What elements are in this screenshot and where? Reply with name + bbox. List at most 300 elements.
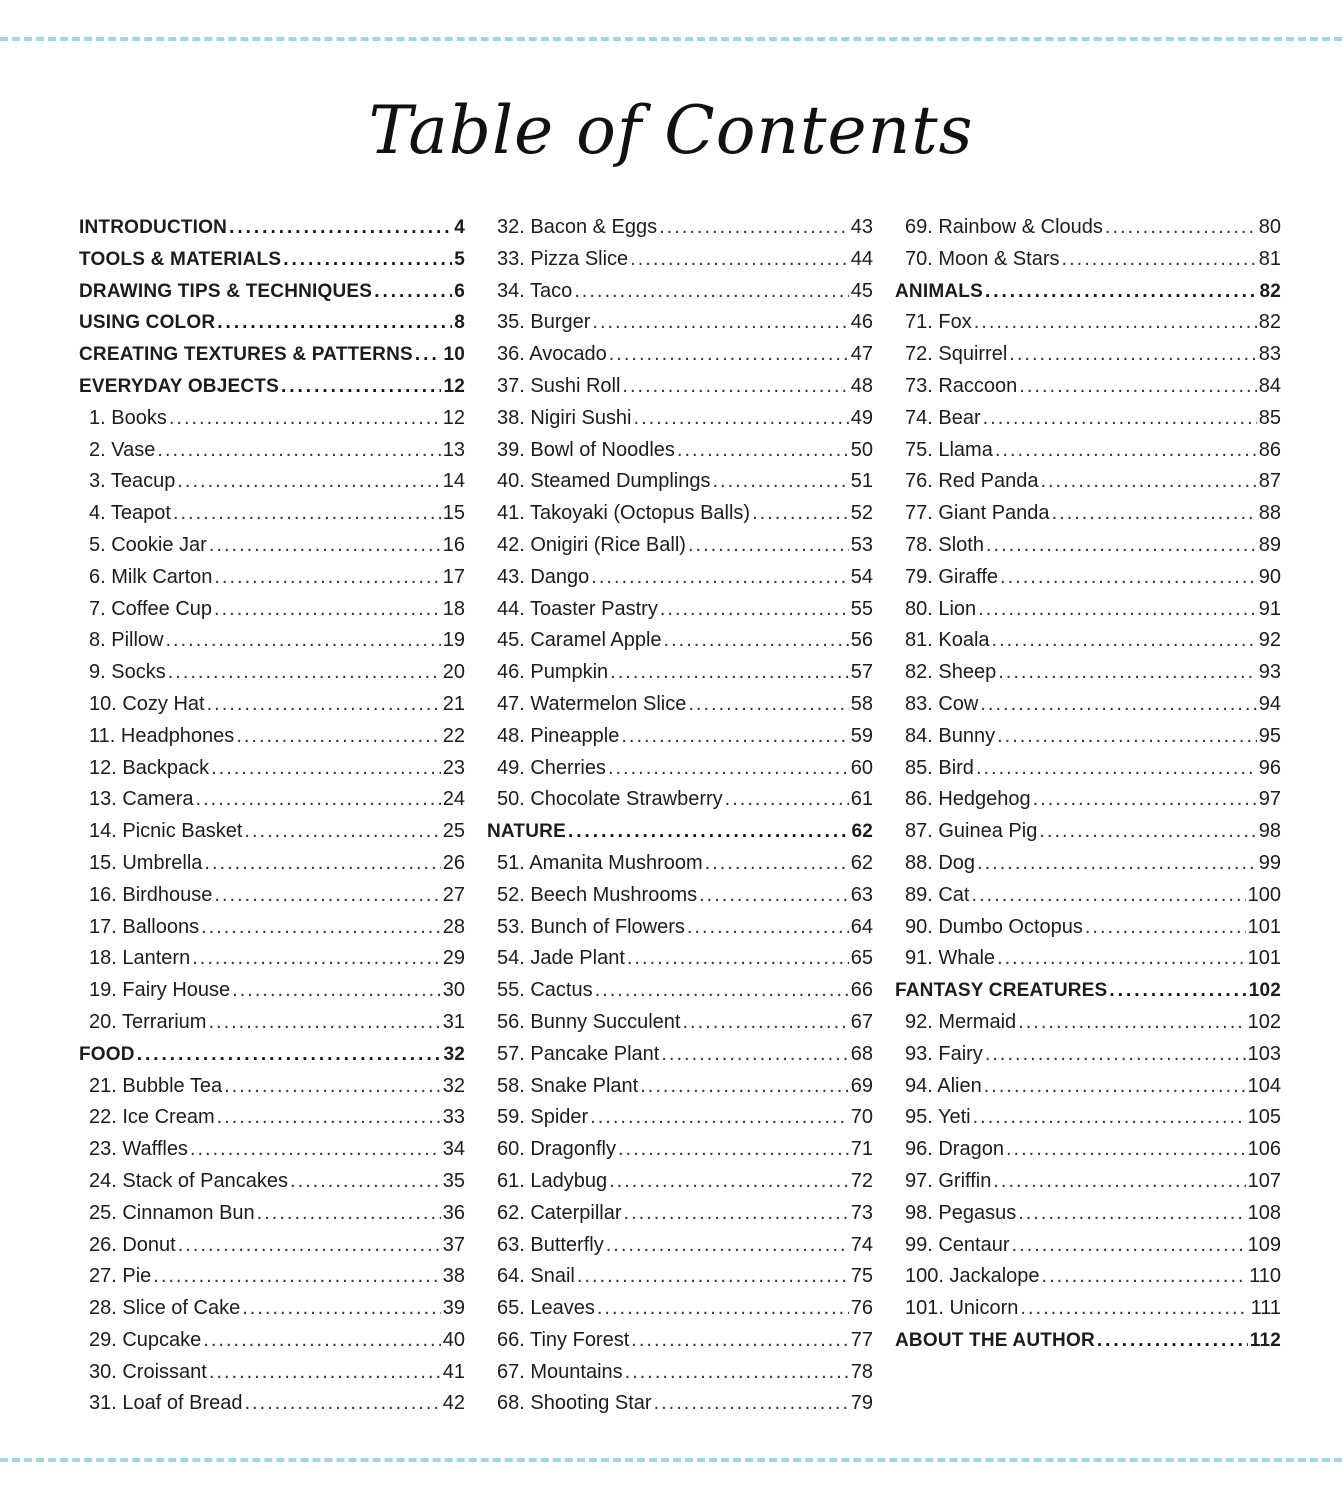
dot-leader [1105, 212, 1257, 244]
toc-page-number: 12 [442, 406, 465, 429]
dot-leader [203, 1325, 440, 1357]
toc-entry [487, 371, 873, 403]
page-title: Table of Contents [368, 92, 974, 169]
toc-entry [487, 689, 873, 721]
toc-entry [895, 1166, 1281, 1198]
dot-leader [577, 1261, 849, 1293]
dot-leader [974, 307, 1257, 339]
dot-leader [985, 276, 1258, 308]
toc-entry-title: 48. Pineapple [497, 724, 620, 747]
dot-leader [1109, 975, 1246, 1007]
toc-entry [79, 975, 465, 1007]
toc-entry-title: 35. Burger [497, 311, 591, 334]
toc-entry-title: 51. Amanita Mushroom [497, 851, 703, 874]
toc-page-number: 106 [1247, 1138, 1281, 1161]
toc-entry-title: 42. Onigiri (Rice Ball) [497, 533, 686, 556]
toc-section-heading [79, 307, 465, 339]
dot-leader [992, 625, 1257, 657]
toc-page-number: 65 [850, 947, 873, 970]
toc-entry [79, 1166, 465, 1198]
dot-leader [1052, 498, 1257, 530]
toc-entry-title: 41. Takoyaki (Octopus Balls) [497, 502, 751, 525]
toc-entry [895, 1198, 1281, 1230]
toc-section-heading [79, 244, 465, 276]
toc-entry-title: 5. Cookie Jar [89, 533, 207, 556]
toc-entry [895, 784, 1281, 816]
toc-entry-title: 72. Squirrel [905, 343, 1008, 366]
toc-entry [79, 1388, 465, 1420]
dot-leader [1006, 1134, 1246, 1166]
toc-entry-title: 78. Sloth [905, 533, 984, 556]
toc-entry-title: 75. Llama [905, 438, 993, 461]
dot-leader [157, 435, 440, 467]
toc-entry [895, 1039, 1281, 1071]
toc-entry [895, 339, 1281, 371]
toc-entry-title: 33. Pizza Slice [497, 247, 629, 270]
toc-entry [895, 689, 1281, 721]
toc-entry [487, 753, 873, 785]
toc-entry [79, 943, 465, 975]
toc-entry-title: 80. Lion [905, 597, 977, 620]
toc-column-1 [79, 212, 465, 1420]
dot-leader [973, 1102, 1246, 1134]
toc-entry [487, 1261, 873, 1293]
dot-leader [190, 1134, 441, 1166]
toc-entry-title: ABOUT THE AUTHOR [895, 1329, 1095, 1351]
dot-leader [634, 403, 849, 435]
toc-entry-title: DRAWING TIPS & TECHNIQUES [79, 280, 373, 302]
toc-entry-title: 38. Nigiri Sushi [497, 406, 632, 429]
toc-column-3 [895, 212, 1281, 1357]
toc-entry [487, 912, 873, 944]
toc-page-number: 6 [454, 280, 465, 302]
dot-leader [998, 657, 1257, 689]
toc-entry [79, 721, 465, 753]
toc-page-number: 38 [442, 1265, 465, 1288]
toc-page-number: 28 [442, 915, 465, 938]
toc-page-number: 99 [1258, 851, 1281, 874]
dot-leader [980, 689, 1256, 721]
dot-leader [196, 784, 441, 816]
dot-leader [1033, 784, 1257, 816]
toc-entry-title: 22. Ice Cream [89, 1106, 215, 1129]
toc-entry-title: 73. Raccoon [905, 374, 1018, 397]
toc-page-number: 44 [850, 247, 873, 270]
toc-page-number: 19 [442, 629, 465, 652]
toc-page-number: 74 [850, 1233, 873, 1256]
dot-leader [752, 498, 849, 530]
toc-page-number: 26 [442, 851, 465, 874]
dot-leader [214, 594, 441, 626]
toc-page-number: 42 [442, 1392, 465, 1415]
toc-page-number: 30 [442, 979, 465, 1002]
toc-page-number: 97 [1258, 788, 1281, 811]
toc-entry-title: 23. Waffles [89, 1138, 188, 1161]
toc-section-heading [79, 1039, 465, 1071]
toc-page-number: 93 [1258, 661, 1281, 684]
dot-leader [281, 371, 441, 403]
dot-leader [986, 530, 1257, 562]
dot-leader [630, 244, 849, 276]
toc-entry [487, 1134, 873, 1166]
toc-entry [79, 657, 465, 689]
toc-page-number: 39 [442, 1297, 465, 1320]
toc-entry [79, 562, 465, 594]
toc-entry [79, 1230, 465, 1262]
dot-leader [1062, 244, 1257, 276]
dot-leader [682, 1007, 848, 1039]
toc-entry-title: 46. Pumpkin [497, 661, 609, 684]
toc-page-number: 108 [1247, 1201, 1281, 1224]
toc-page-number: 66 [850, 979, 873, 1002]
dot-leader [622, 371, 848, 403]
toc-entry-title: 93. Fairy [905, 1042, 983, 1065]
toc-page-number: 31 [442, 1010, 465, 1033]
toc-entry [487, 212, 873, 244]
toc-entry [79, 880, 465, 912]
toc-page-number: 82 [1258, 311, 1281, 334]
dot-leader [574, 276, 849, 308]
dot-leader [236, 721, 440, 753]
toc-entry [79, 625, 465, 657]
toc-entry [895, 753, 1281, 785]
toc-page-number: 67 [850, 1010, 873, 1033]
toc-entry-title: 7. Coffee Cup [89, 597, 213, 620]
toc-entry [487, 276, 873, 308]
toc-entry [79, 689, 465, 721]
toc-entry [79, 466, 465, 498]
toc-entry [79, 816, 465, 848]
toc-entry [487, 594, 873, 626]
toc-page-number: 73 [850, 1201, 873, 1224]
toc-page-number: 8 [454, 312, 465, 334]
toc-entry [487, 562, 873, 594]
toc-entry-title: 12. Backpack [89, 756, 210, 779]
toc-entry [487, 530, 873, 562]
toc-page-number: 47 [850, 343, 873, 366]
toc-entry [79, 912, 465, 944]
toc-entry [79, 1007, 465, 1039]
toc-entry [79, 1134, 465, 1166]
toc-entry [79, 1102, 465, 1134]
dot-leader [207, 689, 441, 721]
toc-entry [895, 1293, 1281, 1325]
dot-leader [178, 1230, 441, 1262]
toc-entry [895, 466, 1281, 498]
toc-entry [79, 403, 465, 435]
dot-leader [374, 276, 452, 308]
toc-page-number: 62 [850, 851, 873, 874]
toc-entry [895, 625, 1281, 657]
dot-leader [137, 1039, 442, 1071]
toc-entry-title: 59. Spider [497, 1106, 589, 1129]
dot-leader [1012, 1230, 1246, 1262]
toc-page-number: 102 [1247, 1010, 1281, 1033]
toc-page-number: 33 [442, 1106, 465, 1129]
toc-entry-title: 3. Teacup [89, 470, 176, 493]
toc-entry-title: 66. Tiny Forest [497, 1328, 630, 1351]
toc-page-number: 64 [850, 915, 873, 938]
toc-entry-title: 15. Umbrella [89, 851, 203, 874]
dot-leader [590, 1102, 849, 1134]
dot-leader [659, 212, 849, 244]
toc-page-number: 48 [850, 374, 873, 397]
dot-leader [1085, 912, 1246, 944]
toc-page-number: 104 [1247, 1074, 1281, 1097]
toc-entry-title: 70. Moon & Stars [905, 247, 1060, 270]
toc-entry-title: 20. Terrarium [89, 1010, 207, 1033]
toc-entry [895, 1134, 1281, 1166]
toc-entry-title: 99. Centaur [905, 1233, 1010, 1256]
toc-entry-title: 85. Bird [905, 756, 974, 779]
toc-entry-title: 74. Bear [905, 406, 981, 429]
toc-entry-title: 30. Croissant [89, 1360, 207, 1383]
toc-entry [487, 498, 873, 530]
toc-page-number: 12 [443, 375, 465, 397]
toc-page-number: 68 [850, 1042, 873, 1065]
toc-entry [487, 307, 873, 339]
dot-leader [597, 1293, 849, 1325]
toc-page-number: 85 [1258, 406, 1281, 429]
toc-entry-title: 63. Butterfly [497, 1233, 604, 1256]
toc-entry [79, 1071, 465, 1103]
toc-entry [895, 657, 1281, 689]
toc-entry [895, 244, 1281, 276]
toc-entry [895, 880, 1281, 912]
toc-entry-title: 28. Slice of Cake [89, 1297, 241, 1320]
toc-page-number: 25 [442, 820, 465, 843]
toc-entry [79, 594, 465, 626]
toc-entry-title: 58. Snake Plant [497, 1074, 639, 1097]
toc-entry-title: 32. Bacon & Eggs [497, 216, 658, 238]
toc-page-number: 92 [1258, 629, 1281, 652]
toc-page-number: 69 [850, 1074, 873, 1097]
toc-entry [895, 1261, 1281, 1293]
dot-leader [232, 975, 441, 1007]
toc-page-number: 27 [442, 883, 465, 906]
dot-leader [209, 530, 441, 562]
dot-leader [977, 848, 1257, 880]
toc-page-number: 18 [442, 597, 465, 620]
toc-page-number: 4 [454, 217, 465, 238]
toc-section-heading [79, 276, 465, 308]
toc-entry [895, 912, 1281, 944]
toc-page-number: 36 [442, 1201, 465, 1224]
toc-entry-title: INTRODUCTION [79, 217, 228, 238]
toc-entry-title: 84. Bunny [905, 724, 996, 747]
toc-entry [487, 1388, 873, 1420]
toc-entry-title: 19. Fairy House [89, 979, 231, 1002]
toc-page-number: 46 [850, 311, 873, 334]
toc-page-number: 21 [442, 692, 465, 715]
toc-column-2 [487, 212, 873, 1420]
toc-entry-title: 71. Fox [905, 311, 972, 334]
toc-page-number: 59 [850, 724, 873, 747]
toc-entry-title: 81. Koala [905, 629, 990, 652]
toc-page-number: 80 [1258, 216, 1281, 238]
toc-page-number: 41 [442, 1360, 465, 1383]
toc-entry-title: 44. Toaster Pastry [497, 597, 658, 620]
toc-entry [487, 880, 873, 912]
toc-entry-title: 1. Books [89, 406, 167, 429]
toc-page-number: 91 [1258, 597, 1281, 620]
dot-leader [627, 943, 849, 975]
toc-entry [487, 1198, 873, 1230]
toc-page-number: 37 [442, 1233, 465, 1256]
toc-entry-title: 98. Pegasus [905, 1201, 1017, 1224]
toc-page-number: 29 [442, 947, 465, 970]
toc-page-number: 83 [1258, 343, 1281, 366]
toc-entry [487, 1357, 873, 1389]
toc-page-number: 76 [850, 1297, 873, 1320]
toc-entry-title: 76. Red Panda [905, 470, 1039, 493]
toc-entry-title: 53. Bunch of Flowers [497, 915, 685, 938]
dot-leader [688, 689, 848, 721]
toc-entry [487, 1102, 873, 1134]
dot-leader [1019, 371, 1256, 403]
toc-entry-title: 101. Unicorn [905, 1297, 1019, 1320]
toc-entry-title: FANTASY CREATURES [895, 980, 1108, 1002]
toc-entry-title: 6. Milk Carton [89, 565, 213, 588]
toc-entry-title: 57. Pancake Plant [497, 1042, 660, 1065]
toc-entry [895, 371, 1281, 403]
toc-entry-title: EVERYDAY OBJECTS [79, 375, 279, 397]
toc-entry-title: 26. Donut [89, 1233, 176, 1256]
toc-page-number: 49 [850, 406, 873, 429]
toc-entry-title: 55. Cactus [497, 979, 593, 1002]
dot-leader [209, 1357, 441, 1389]
dot-leader [1000, 562, 1257, 594]
toc-entry [79, 1198, 465, 1230]
dot-leader [595, 975, 849, 1007]
toc-entry [895, 562, 1281, 594]
dot-leader [169, 403, 441, 435]
dot-leader [165, 625, 440, 657]
toc-entry [487, 784, 873, 816]
top-dashed-border [0, 37, 1342, 41]
toc-entry-title: 100. Jackalope [905, 1265, 1040, 1288]
dot-leader [660, 594, 849, 626]
toc-page-number: 71 [850, 1138, 873, 1161]
toc-page-number: 50 [850, 438, 873, 461]
toc-entry-title: 34. Taco [497, 279, 573, 302]
dot-leader [606, 1230, 849, 1262]
toc-entry-title: 37. Sushi Roll [497, 374, 621, 397]
toc-entry-title: 8. Pillow [89, 629, 164, 652]
toc-entry [487, 339, 873, 371]
toc-entry-title: 62. Caterpillar [497, 1201, 622, 1224]
dot-leader [244, 816, 440, 848]
toc-page-number: 55 [850, 597, 873, 620]
dot-leader [609, 1166, 849, 1198]
dot-leader [1042, 1261, 1248, 1293]
toc-entry-title: CREATING TEXTURES & PATTERNS [79, 344, 413, 366]
dot-leader [1020, 1293, 1248, 1325]
toc-entry [895, 1230, 1281, 1262]
toc-entry-title: 21. Bubble Tea [89, 1074, 223, 1097]
toc-entry [79, 1357, 465, 1389]
toc-entry-title: 45. Caramel Apple [497, 629, 662, 652]
toc-entry-title: 2. Vase [89, 438, 156, 461]
toc-entry [895, 1102, 1281, 1134]
toc-entry-title: 36. Avocado [497, 343, 607, 366]
toc-page-number: 75 [850, 1265, 873, 1288]
toc-entry [895, 816, 1281, 848]
toc-page-number: 53 [850, 533, 873, 556]
toc-entry [895, 1007, 1281, 1039]
dot-leader [217, 307, 452, 339]
toc-entry-title: 94. Alien [905, 1074, 982, 1097]
dot-leader [290, 1166, 441, 1198]
toc-page-number: 112 [1249, 1329, 1281, 1351]
dot-leader [177, 466, 440, 498]
toc-page-number: 17 [442, 565, 465, 588]
dot-leader [971, 880, 1245, 912]
toc-entry [895, 435, 1281, 467]
toc-entry-title: 97. Griffin [905, 1169, 992, 1192]
dot-leader [624, 1198, 849, 1230]
toc-page-number: 10 [443, 344, 465, 366]
toc-page-number: 94 [1258, 692, 1281, 715]
toc-entry [487, 1039, 873, 1071]
dot-leader [173, 498, 441, 530]
toc-entry-title: 67. Mountains [497, 1360, 623, 1383]
toc-entry-title: 16. Birdhouse [89, 883, 213, 906]
toc-entry [487, 1166, 873, 1198]
toc-entry-title: 9. Socks [89, 661, 166, 684]
toc-page-number: 81 [1258, 247, 1281, 270]
toc-entry-title: 31. Loaf of Bread [89, 1392, 243, 1415]
toc-page-number: 32 [443, 1043, 465, 1065]
dot-leader [984, 1071, 1246, 1103]
toc-entry-title: 24. Stack of Pancakes [89, 1169, 289, 1192]
dot-leader [993, 1166, 1245, 1198]
toc-entry [79, 1325, 465, 1357]
toc-entry [487, 1007, 873, 1039]
toc-page-number: 107 [1247, 1169, 1281, 1192]
dot-leader [688, 530, 849, 562]
toc-entry-title: 17. Balloons [89, 915, 200, 938]
toc-entry [487, 1071, 873, 1103]
toc-page-number: 40 [442, 1328, 465, 1351]
toc-entry-title: 10. Cozy Hat [89, 692, 205, 715]
toc-page-number: 82 [1259, 280, 1281, 302]
toc-entry-title: 29. Cupcake [89, 1328, 202, 1351]
toc-page-number: 102 [1248, 980, 1281, 1002]
toc-page-number: 43 [850, 216, 873, 238]
toc-page-number: 100 [1247, 883, 1281, 906]
toc-entry [895, 848, 1281, 880]
toc-entry-title: 43. Dango [497, 565, 590, 588]
toc-page-number: 51 [850, 470, 873, 493]
toc-entry-title: 61. Ladybug [497, 1169, 608, 1192]
toc-section-heading [79, 339, 465, 371]
toc-page-number: 35 [442, 1169, 465, 1192]
toc-page-number: 14 [442, 470, 465, 493]
toc-page-number: 52 [850, 502, 873, 525]
toc-page-number: 109 [1247, 1233, 1281, 1256]
toc-page-number: 95 [1258, 724, 1281, 747]
dot-leader [224, 1071, 441, 1103]
toc-entry-title: NATURE [487, 821, 566, 843]
dot-leader [625, 1357, 849, 1389]
toc-page-number: 103 [1247, 1042, 1281, 1065]
toc-entry [487, 848, 873, 880]
toc-section-heading [895, 276, 1281, 308]
dot-leader [168, 657, 441, 689]
dot-leader [654, 1388, 849, 1420]
toc-page-number: 101 [1247, 947, 1281, 970]
